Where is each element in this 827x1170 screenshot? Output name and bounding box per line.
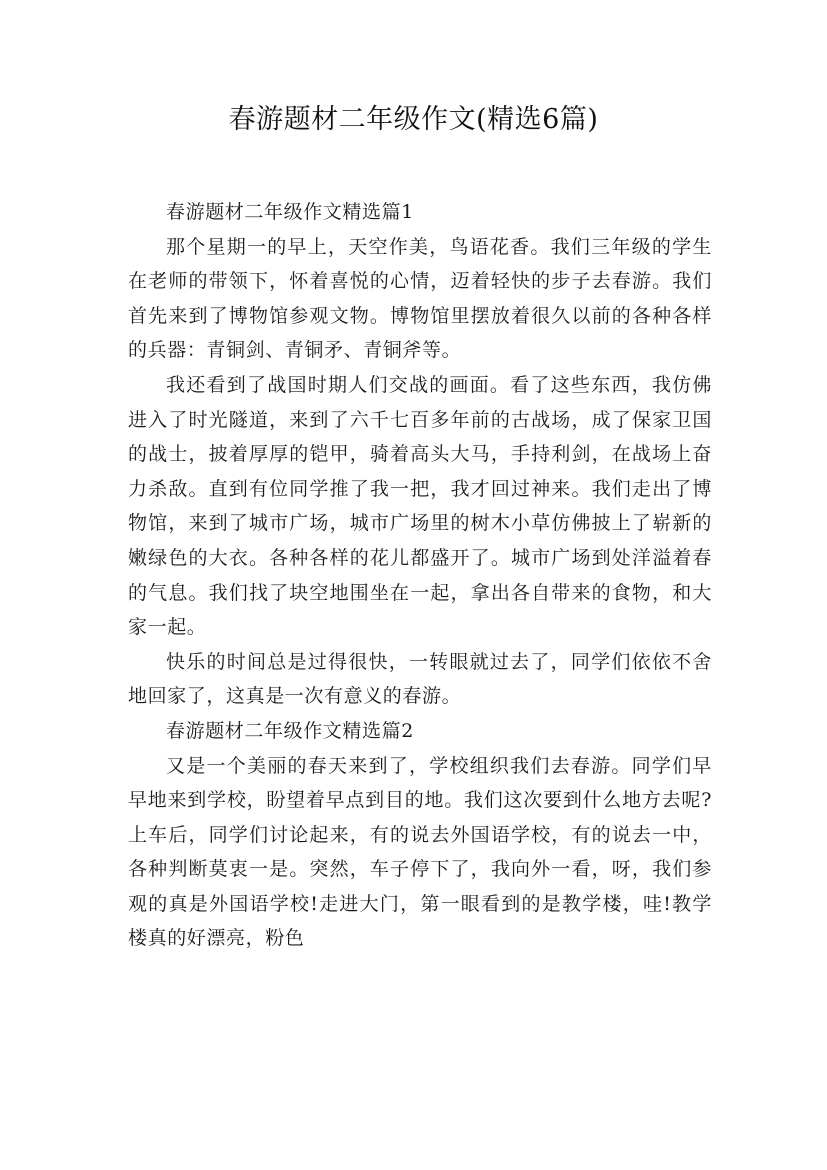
paragraph-1: 那个星期一的早上，天空作美，鸟语花香。我们三年级的学生在老师的带领下，怀着喜悦的心情，迈着轻快的步子去春游。我们首先来到了博物馆参观文物。博物馆里摆放着很久以前的各种各样的兵器：青铜剑、青铜矛、青铜斧等。 bbox=[128, 235, 712, 362]
document-title: 春游题材二年级作文(精选6篇) bbox=[228, 104, 599, 135]
paragraph-2: 我还看到了战国时期人们交战的画面。看了这些东西，我仿佛进入了时光隧道，来到了六千七百多年前的古战场，成了保家卫国的战士，披着厚厚的铠甲，骑着高头大马，手持利剑，在战场上奋力杀敌。直到有位同学推了我一把，我才回过神来。我们走出了博物馆，来到了城市广场，城市广场里的树木小草仿佛披上了崭新的嫩绿色的大衣。各种各样的花儿都盛开了。城市广场到处洋溢着春的气息。我们找了块空地围坐在一起，拿出各自带来的食物，和大家一起。 bbox=[128, 373, 712, 639]
paragraph-3: 快乐的时间总是过得很快，一转眼就过去了，同学们依依不舍地回家了，这真是一次有意义的春游。 bbox=[128, 650, 712, 708]
paragraph-4: 又是一个美丽的春天来到了，学校组织我们去春游。同学们早早地来到学校，盼望着早点到目的地。我们这次要到什么地方去呢?上车后，同学们讨论起来，有的说去外国语学校，有的说去一中，各种判断莫衷一是。突然，车子停下了，我向外一看，呀，我们参观的真是外国语学校!走进大门，第一眼看到的是教学楼，哇!教学楼真的好漂亮，粉色 bbox=[128, 754, 712, 950]
section-heading-1: 春游题材二年级作文精选篇1 bbox=[166, 201, 414, 223]
section-heading-2: 春游题材二年级作文精选篇2 bbox=[166, 719, 414, 742]
document-body bbox=[128, 195, 712, 956]
